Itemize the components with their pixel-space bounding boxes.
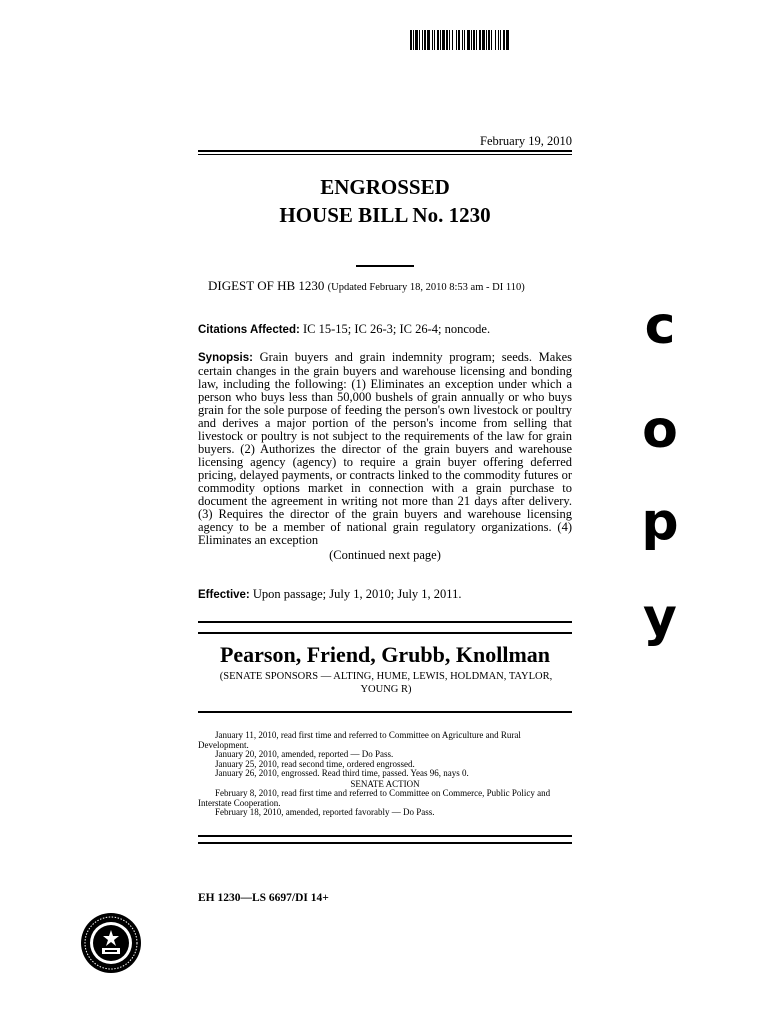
synopsis-label: Synopsis: [198, 352, 253, 364]
history-entry: January 26, 2010, engrossed. Read third time, passed. Yeas 96, nays 0. [215, 768, 469, 778]
continued-note: (Continued next page) [329, 548, 441, 562]
document-date: February 19, 2010 [480, 134, 572, 148]
barcode-bar [509, 30, 510, 50]
copy-watermark-letter: c [644, 296, 676, 356]
senate-sponsors: (SENATE SPONSORS — ALTING, HUME, LEWIS, HOLDMAN, TAYLOR, YOUNG R) [219, 671, 553, 695]
copy-watermark-letter: p [641, 492, 679, 552]
digest-label: DIGEST OF HB 1230 [208, 278, 325, 293]
state-seal-icon [80, 912, 142, 974]
synopsis [198, 351, 572, 547]
history-entry: January 20, 2010, amended, reported — Do Pass. [215, 749, 394, 759]
effective-date [198, 588, 572, 602]
divider [198, 835, 572, 837]
bill-title-number: HOUSE BILL No. 1230 [279, 203, 491, 227]
senate-action-heading: SENATE ACTION [350, 778, 420, 789]
divider [198, 711, 572, 713]
synopsis-text: Grain buyers and grain indemnity program; seeds. Makes certain changes in the grain buyers and warehouse licensing and bonding law, including the following: (1) Eliminates an exception under which a person who buys less than 50,000 bushels of grain annually or who buys grain for the sole purpose of feeding the person's own livestock or poultry and derives a major portion of the person's income from selling that livestock or poultry is not subject to the requirements of the law for grain buyers. (2) Authorizes the director of the grain buyers and warehouse licensing agency (agency) to require a grain buyer offering deferred pricing, delayed payments, or contracts linked to the commodity futures or commodity options market in connection with a grain purchase to document the agreement in writing not more than 21 days after delivery. (3) Requires the director of the grain buyers and warehouse licensing agency to be a member of national grain regulatory organizations. (4) Eliminates an exception [198, 350, 572, 547]
history-entry: January 25, 2010, read second time, ordered engrossed. [215, 758, 415, 769]
effective-text: Upon passage; July 1, 2010; July 1, 2011. [252, 587, 462, 601]
digest-updated: (Updated February 18, 2010 8:53 am - DI 110) [327, 282, 525, 293]
divider [198, 842, 572, 844]
legislative-history [198, 731, 572, 818]
effective-label: Effective: [198, 589, 250, 601]
citations-label: Citations Affected: [198, 324, 300, 336]
bill-footer-code: EH 1230—LS 6697/DI 14+ [198, 892, 329, 904]
copy-watermark-letter: o [642, 400, 678, 460]
bill-title-engrossed: ENGROSSED [320, 175, 450, 199]
history-entry: January 11, 2010, read first time and referred to Committee on Agriculture and Rural Development. [198, 730, 521, 750]
title-underline [356, 265, 414, 267]
citations-affected [198, 323, 572, 337]
divider [198, 154, 572, 155]
barcode-icon [410, 30, 588, 50]
divider [198, 621, 572, 623]
authors: Pearson, Friend, Grubb, Knollman [219, 642, 551, 667]
copy-watermark-letter: y [643, 588, 677, 648]
divider [198, 150, 572, 152]
history-entry: February 8, 2010, read first time and referred to Committee on Commerce, Public Policy and Interstate Cooperation. [198, 788, 551, 808]
history-entry: February 18, 2010, amended, reported favorably — Do Pass. [215, 807, 435, 817]
digest-heading [208, 278, 525, 294]
divider [198, 632, 572, 634]
citations-text: IC 15-15; IC 26-3; IC 26-4; noncode. [302, 322, 491, 336]
